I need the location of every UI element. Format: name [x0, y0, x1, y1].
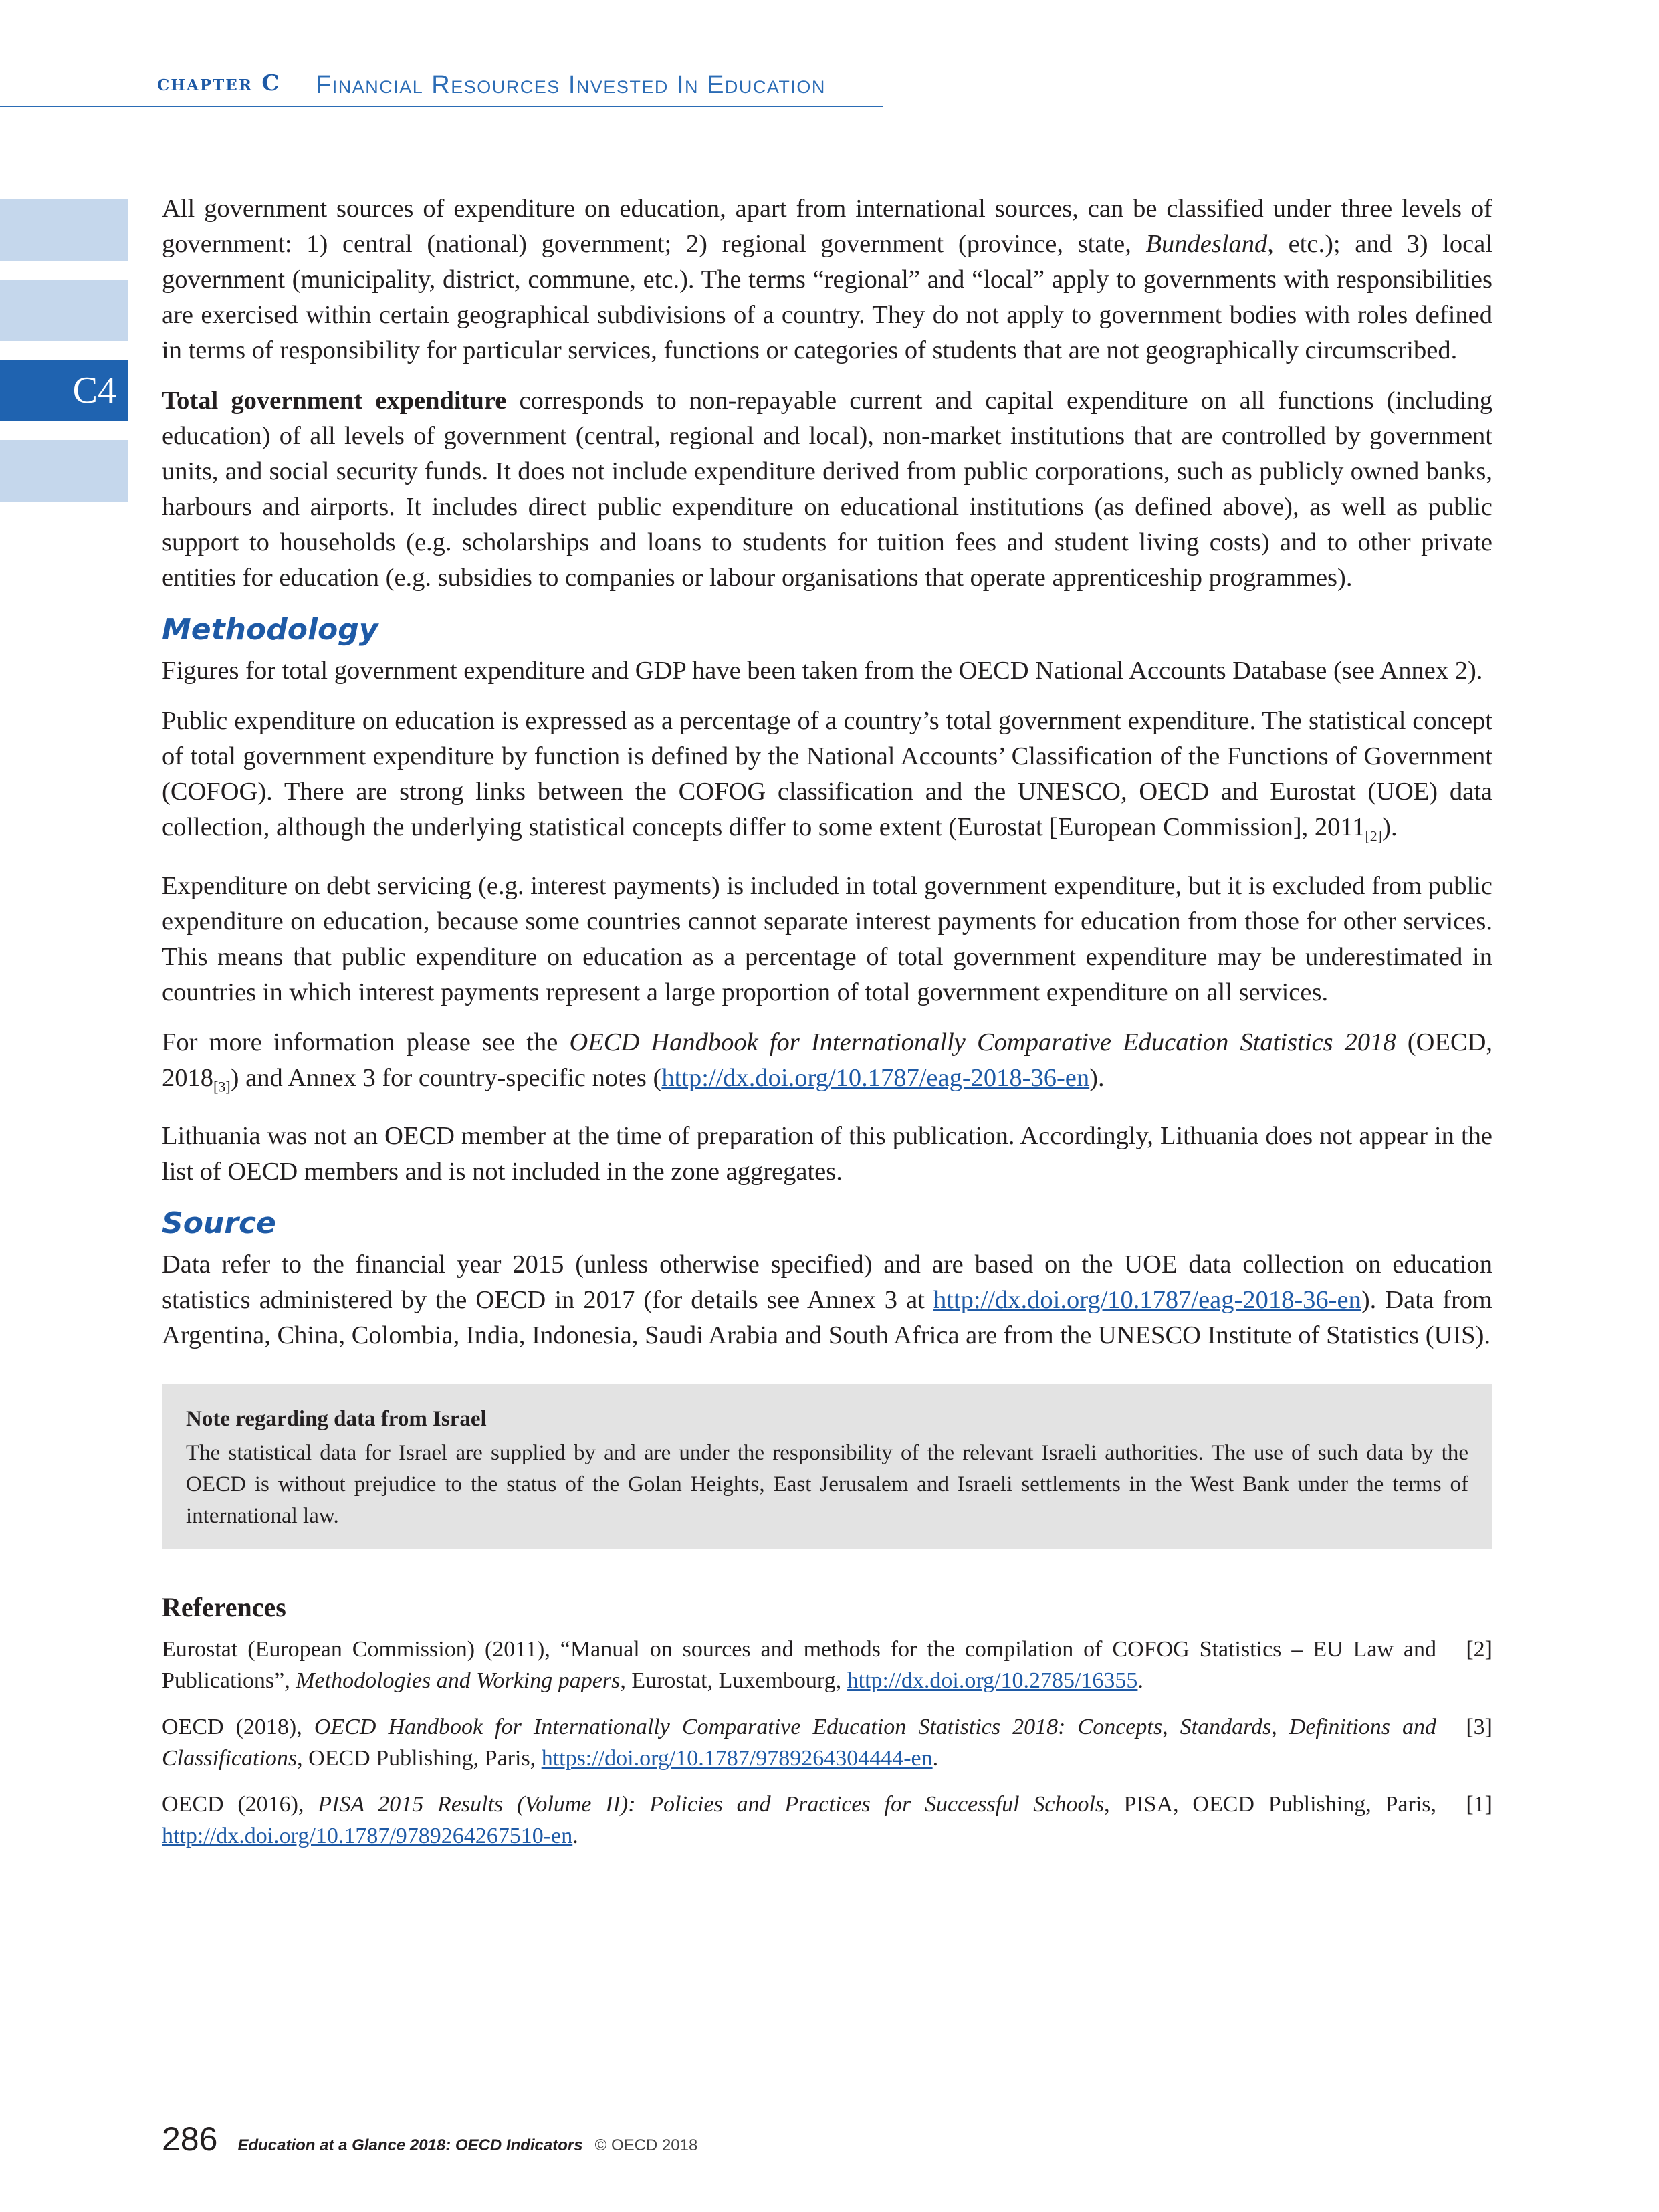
methodology-paragraph-1: Figures for total government expenditure and GDP have been taken from the OECD National Accounts Database (see Annex 2).	[162, 657, 1483, 685]
reference-link[interactable]: https://doi.org/10.1787/9789264304444-en	[541, 1746, 933, 1771]
methodology-paragraph-4: For more information please see the OECD Handbook for Internationally Comparative Education Statistics 2018 (OECD, $2018_{[3]}$) and Annex 3 for country-specific notes (http://dx.doi.org/10.1787/eag-2018-36-en).	[162, 1028, 1493, 1095]
chapter-title: Financial Resources Invested In Education	[316, 71, 826, 99]
reference-item: OECD (2016), PISA 2015 Results (Volume II): Policies and Practices for Successful Schools, PISA, OECD Publishing, Paris, http://dx.doi.org/10.1787/9789264267510-en. [1]	[162, 1789, 1492, 1852]
reference-number: [1]	[1466, 1792, 1492, 1817]
reference-item: OECD (2018), OECD Handbook for Internationally Comparative Education Statistics 2018: Concepts, Standards, Definitions and Classifications, OECD Publishing, Paris, https://doi.org/10.1787/9789264304444-en. [3]	[162, 1711, 1492, 1774]
source-annex-link[interactable]: http://dx.doi.org/10.1787/eag-2018-36-en	[933, 1286, 1361, 1315]
intro-paragraph-2: Total government expenditure corresponds to non-repayable current and capital expenditure on all functions (including education) of all levels of government (central, regional and local), non-market institutions that are controlled by government units, and social security funds. It does not include expenditure derived from public corporations, such as publicly owned banks, harbours and airports. It includes direct public expenditure on educational institutions (as defined above), as well as public support to households (e.g. scholarships and loans to students for tuition fees and student living costs) and to other private entities for education (e.g. subsidies to companies or labour organisations that operate apprenticeship programmes).	[162, 386, 1492, 592]
side-tab-block	[0, 440, 128, 502]
page-number: 286	[162, 2120, 218, 2158]
note-title: Note regarding data from Israel	[186, 1407, 487, 1432]
side-tab-c4: C4	[0, 360, 128, 421]
references-title: References	[162, 1592, 286, 1623]
publication-title: Education at a Glance 2018: OECD Indicators	[237, 2136, 583, 2154]
source-heading: Source	[162, 1206, 276, 1241]
source-paragraph: Data refer to the financial year 2015 (unless otherwise specified) and are based on the UOE data collection on education statistics administered by the OECD in 2017 (for details see Annex 3 at http://dx.doi.org/10.1787/eag-2018-36-en). Data from Argentina, China, Colombia, India, Indonesia, Saudi Arabia and South Africa are from the UNESCO Institute of Statistics (UIS).	[162, 1250, 1492, 1350]
annex-3-link[interactable]: http://dx.doi.org/10.1787/eag-2018-36-en	[661, 1063, 1090, 1092]
methodology-paragraph-5: Lithuania was not an OECD member at the time of preparation of this publication. Accordingly, Lithuania does not appear in the list of OECD members and is not included in the zone aggregates.	[162, 1122, 1492, 1186]
methodology-heading: Methodology	[162, 613, 378, 647]
intro-paragraph-1: All government sources of expenditure on education, apart from international sources, can be classified under three levels of government: 1) central (national) government; 2) regional government (province, state, Bundesland, etc.); and 3) local government (municipality, district, commune, etc.). The terms “regional” and “local” apply to governments with responsibilities are exercised within certain geographical subdivisions of a country. They do not apply to government bodies with roles defined in terms of responsibility for particular services, functions or categories of students that are not geographically circumscribed.	[162, 195, 1492, 364]
reference-link[interactable]: http://dx.doi.org/10.1787/9789264267510-en	[162, 1823, 573, 1849]
reference-item: Eurostat (European Commission) (2011), “Manual on sources and methods for the compilation of COFOG Statistics – EU Law and Publications”, Methodologies and Working papers, Eurostat, Luxembourg, http://dx.doi.org/10.2785/16355. [2]	[162, 1634, 1492, 1696]
reference-link[interactable]: http://dx.doi.org/10.2785/16355	[847, 1668, 1138, 1694]
methodology-paragraph-3: Expenditure on debt servicing (e.g. interest payments) is included in total government expenditure, but it is excluded from public expenditure on education, because some countries cannot separate interest payments for education from those for other services. This means that public expenditure on education as a percentage of total government expenditure may be underestimated in countries in which interest payments represent a large proportion of total government expenditure on all services.	[162, 871, 1492, 1006]
reference-number: [3]	[1466, 1715, 1492, 1740]
copyright: © OECD 2018	[594, 2136, 698, 2154]
note-body: The statistical data for Israel are supplied by and are under the responsibility of the relevant Israeli authorities. The use of such data by the OECD is without prejudice to the status of the Golan Heights, East Jerusalem and Israeli settlements in the West Bank under the terms of international law.	[186, 1441, 1468, 1529]
israel-note-box	[162, 1384, 1492, 1549]
methodology-paragraph-2: Public expenditure on education is expressed as a percentage of a country’s total government expenditure. The statistical concept of total government expenditure by function is defined by the National Accounts’ Classification of the Functions of Government (COFOG). There are strong links between the COFOG classification and the UNESCO, OECD and Eurostat (UOE) data collection, although the underlying statistical concepts differ to some extent (Eurostat [European Commission], $2011_{[2]}$).	[162, 707, 1492, 845]
references-section	[162, 1589, 1492, 1852]
reference-number: [2]	[1466, 1637, 1492, 1662]
chapter-label: chapter C	[157, 70, 281, 96]
side-tab-block	[0, 199, 128, 261]
main-content	[162, 191, 1492, 1866]
page-footer	[162, 2120, 697, 2159]
side-tab-block	[0, 280, 128, 341]
